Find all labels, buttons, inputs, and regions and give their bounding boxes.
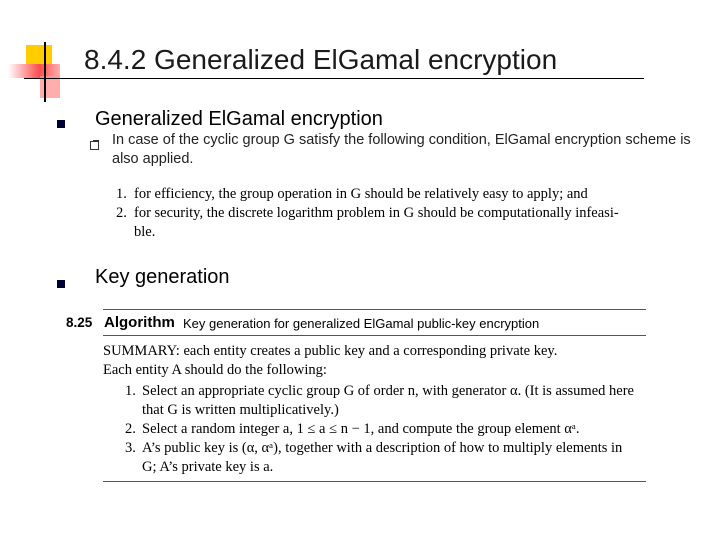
algorithm-title-rule bbox=[103, 335, 646, 336]
step-3-text-line2: G; A’s private key is a. bbox=[142, 459, 274, 475]
algorithm-title: Key generation for generalized ElGamal public-key encryption bbox=[183, 316, 540, 331]
step-2-text: Select a random integer a, 1 ≤ a ≤ n − 1, and compute the group element αᵃ. bbox=[142, 421, 580, 437]
algorithm-summary-line2: Each entity A should do the following: bbox=[103, 362, 327, 378]
bullet-square-icon bbox=[57, 280, 65, 288]
corner-horizontal-line bbox=[24, 78, 644, 79]
corner-pink-square bbox=[40, 76, 60, 98]
condition-2-text-line2: ble. bbox=[134, 224, 156, 240]
checkbox-bullet-icon bbox=[90, 141, 99, 150]
algorithm-bottom-rule bbox=[103, 481, 646, 482]
condition-2-text-line1: for security, the discrete logarithm problem in G should be computationally infeasi- bbox=[134, 205, 619, 221]
corner-vertical-line bbox=[44, 42, 46, 102]
step-2-number: 2. bbox=[125, 421, 136, 437]
bullet-square-icon bbox=[57, 120, 65, 128]
algorithm-summary-line1: SUMMARY: each entity creates a public key and a corresponding private key. bbox=[103, 343, 558, 359]
condition-2-number: 2. bbox=[116, 205, 127, 221]
step-1-text-line1: Select an appropriate cyclic group G of order n, with generator α. (It is assumed here bbox=[142, 383, 634, 399]
bullet-generalized-elgamal: Generalized ElGamal encryption bbox=[95, 108, 383, 130]
step-1-text-line2: that G is written multiplicatively.) bbox=[142, 402, 339, 418]
algorithm-number: 8.25 bbox=[66, 315, 93, 330]
step-3-text-line1: A’s public key is (α, αᵃ), together with a description of how to multiply elements in bbox=[142, 440, 623, 456]
condition-1-text: for efficiency, the group operation in G should be relatively easy to apply; and bbox=[134, 186, 588, 202]
step-3-number: 3. bbox=[125, 440, 136, 456]
algorithm-top-rule bbox=[103, 309, 646, 310]
sub-bullet-condition-text: In case of the cyclic group G satisfy the following condition, ElGamal encryption scheme is also applied. bbox=[112, 132, 691, 167]
slide-title: 8.4.2 Generalized ElGamal encryption bbox=[84, 44, 558, 75]
condition-1-number: 1. bbox=[116, 186, 127, 202]
step-1-number: 1. bbox=[125, 383, 136, 399]
algorithm-label: Algorithm bbox=[104, 314, 175, 331]
bullet-key-generation: Key generation bbox=[95, 266, 230, 288]
